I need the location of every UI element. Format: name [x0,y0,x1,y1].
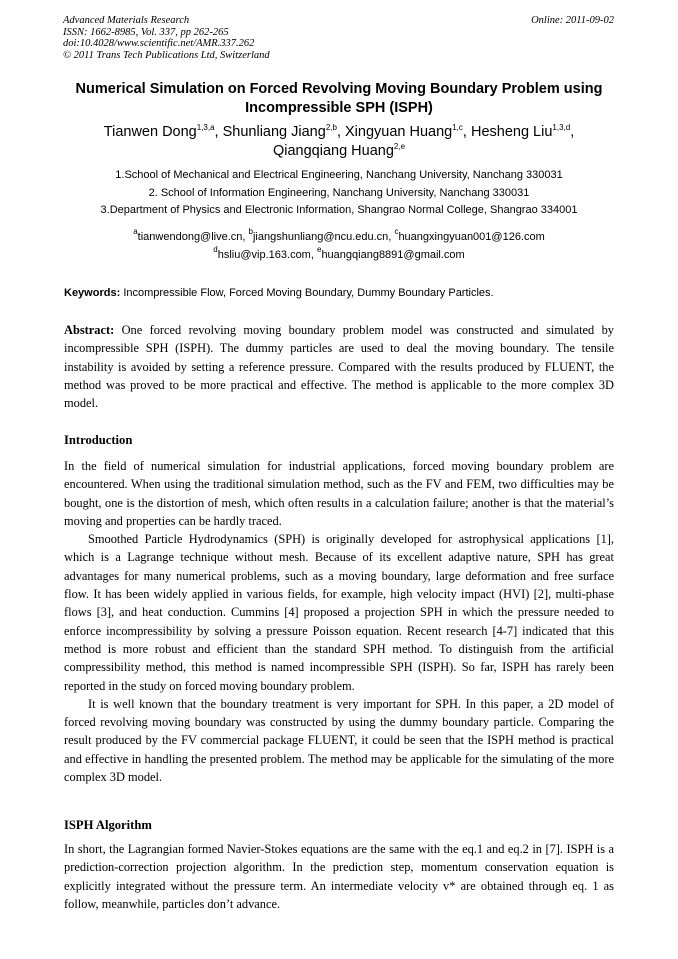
isph-body: In short, the Lagrangian formed Navier-Stokes equations are the same with the eq.1 and eq.2 in [7]. ISPH is a prediction-correction projection algorithm. In the prediction step, momentum conservation equation is explicitly integrated without the pressure term. An intermediate velocity v* are obtained through eq. 1 as follow, meanwhile, particles don’t advance. [64,842,614,911]
affiliation: 1.School of Mechanical and Electrical Engineering, Nanchang University, Nanchang 330031 [115,169,563,181]
journal-issn: ISSN: 1662-8985, Vol. 337, pp 262-265 [63,26,229,38]
affiliation: 2. School of Information Engineering, Nanchang University, Nanchang 330031 [148,186,530,199]
author-list: Tianwen Dong$^{1,3,a}$, Shunliang Jiang$^{2,b}$, Xingyuan Huang$^{1,c}$, Hesheng Liu$^{1,3,d}$, Qiangqiang Huang$^{2,e}$ [103,123,575,159]
keywords [64,286,624,300]
email-mark: b [248,227,253,236]
author-name: Shunliang Jiang [222,124,326,140]
paragraph: Smoothed Particle Hydrodynamics (SPH) is originally developed for astrophysical applications [1], which is a Lagrange technique without mesh. Because of its excellent adaptive nature, SPH has great advantages for many numerical problems, such as a moving boundary, large deformation and free surface flow. It has been widely applied in various fields, for example, high velocity impact (HVI) [2], multi-phase flows [3], and heat conduction. Cummins [4] proposed a projection SPH in which the pressure needed to enforce incompressibility by solving a pressure Poisson equation. Recent research [4-7] indicated that this method is more robust and efficient than the standard SPH method. To distinguish from the artificial compressibility method, this method is named incompressible SPH (ISPH). So far, ISPH has rarely been reported in the study on forced moving boundary problem. [64,532,614,693]
paragraph: In the field of numerical simulation for industrial applications, forced moving boundary problem are encountered. When using the traditional simulation method, such as the FV and FEM, two difficulties may be bought, one is the distortion of mesh, which often results in a calculation failure; another is that the material’s moving and properties can be hardly traced. [64,459,614,528]
introduction-body [64,457,614,786]
affiliations [40,167,638,220]
email-link[interactable]: tianwendong@live.cn [137,231,243,243]
paper-title: Numerical Simulation on Forced Revolving Moving Boundary Problem using Incompressible SPH (ISPH) [75,81,603,116]
author-affil-mark: 1,c [452,123,463,132]
online-date: Online: 2011-09-02 [531,15,614,26]
author-affil-mark: 2,b [325,123,337,132]
author-name: Xingyuan Huang [345,124,453,140]
author-affil-mark: 2,e [393,142,406,151]
email-mark: d [213,245,218,254]
author-name: Tianwen Dong [103,124,197,140]
keywords-text: Incompressible Flow, Forced Moving Boundary, Dummy Boundary Particles. [123,287,494,299]
author-affil-mark: 1,3,a [196,123,215,132]
abstract [64,321,614,412]
keywords-label: Keywords: [64,287,121,299]
journal-name: Advanced Materials Research [63,15,190,26]
author-name: Qiangqiang Huang [272,143,394,159]
abstract-label: Abstract: [64,323,115,337]
paragraph: It is well known that the boundary treatment is very important for SPH. In this paper, a 2D model of forced revolving moving boundary was constructed by using the dummy boundary particle. Comparing the result produced by the FV commercial package FLUENT, it could be seen that the ISPH method is practical and effective in handling the presented problem. The method may be applicable for the simulating of the more complex 3D model. [64,696,614,785]
email-link[interactable]: huangxingyuan001@126.com [398,231,545,243]
author-name: Hesheng Liu [470,124,553,140]
email-link[interactable]: huangqiang8891@gmail.com [321,249,465,261]
email-link[interactable]: jiangshunliang@ncu.edu.cn [252,231,389,243]
affiliation: 3.Department of Physics and Electronic Information, Shangrao Normal College, Shangrao 334001 [100,204,578,216]
email-mark: c [394,227,399,236]
email-mark: a [133,227,138,236]
author-affil-mark: 1,3,d [552,123,571,132]
email-link[interactable]: hsliu@vip.163.com [217,249,311,261]
section-heading-isph: ISPH Algorithm [64,818,152,832]
abstract-text: One forced revolving moving boundary problem model was constructed and simulated by incompressible SPH (ISPH). The dummy particles are used to deal the moving boundary. The tensile instability is avoided by setting a reference pressure. Compared with the results produced by FLUENT, the method was proved to be more practical and effective. The method is applicable to the more complex 3D model. [64,323,614,411]
email-mark: e [316,245,322,254]
journal-copyright: © 2011 Trans Tech Publications Ltd, Switzerland [63,49,270,61]
journal-doi: doi:10.4028/www.scientific.net/AMR.337.262 [63,38,255,50]
section-heading-introduction: Introduction [64,433,133,447]
author-emails: $^a$tianwendong@live.cn, $^b$jiangshunliang@ncu.edu.cn, $^c$huangxingyuan001@126.com $^d$hsliu@vip.163.com, $^e$huangqiang8891@gmail.com [133,227,545,261]
journal-header [63,15,443,61]
